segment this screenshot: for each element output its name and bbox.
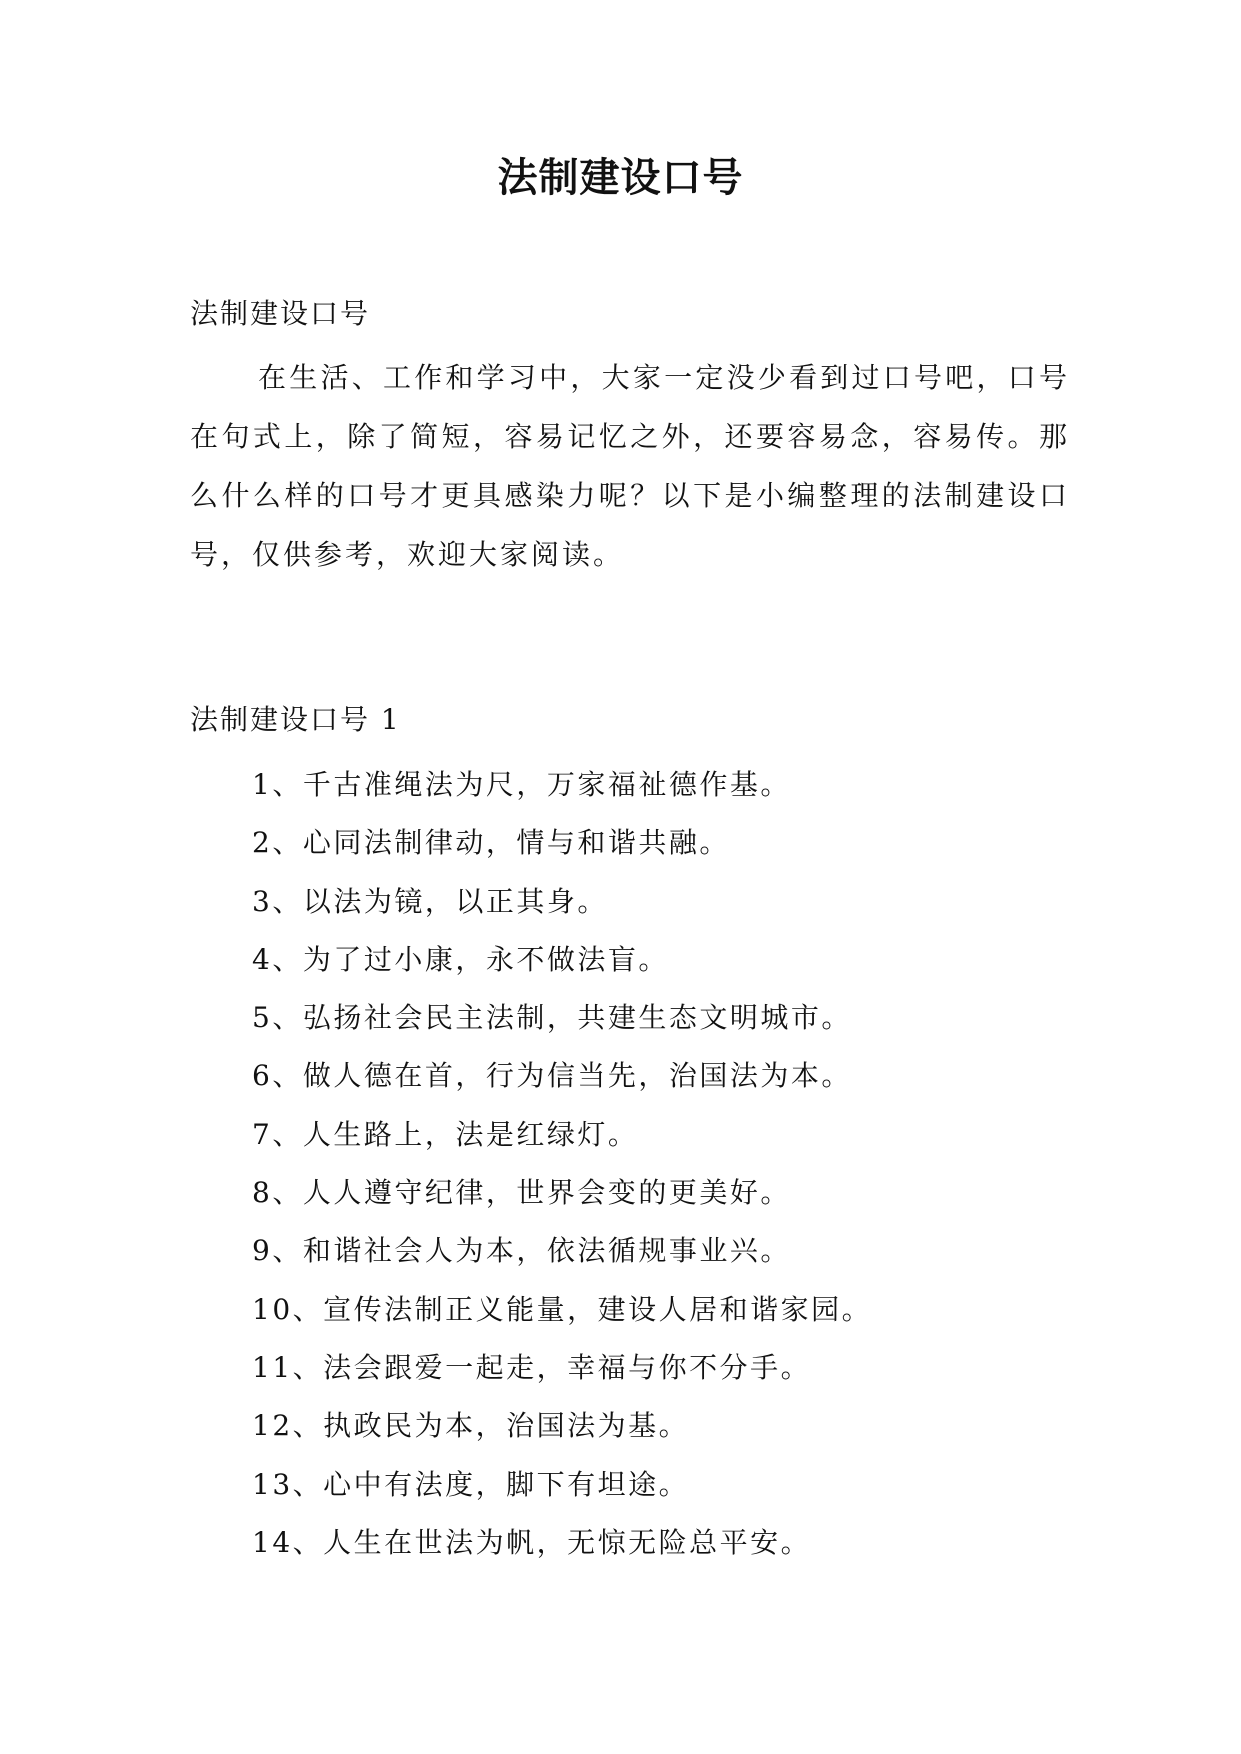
intro-paragraph: 在生活、工作和学习中，大家一定没少看到过口号吧，口号在句式上，除了简短，容易记忆之外，还要容易念，容易传。那么什么样的口号才更具感染力呢？以下是小编整理的法制建设口号，仅供参考，欢迎大家阅读。	[190, 361, 1070, 571]
slogan-item: 5、弘扬社会民主法制，共建生态文明城市。	[252, 1001, 852, 1035]
slogan-item: 2、心同法制律动，情与和谐共融。	[252, 826, 730, 860]
slogan-item: 7、人生路上，法是红绿灯。	[252, 1117, 639, 1151]
slogan-item: 6、做人德在首，行为信当先，治国法为本。	[252, 1059, 852, 1093]
slogan-item: 1、千古准绳法为尺，万家福祉德作基。	[252, 768, 791, 801]
slogan-item: 11、法会跟爱一起走，幸福与你不分手。	[252, 1350, 812, 1384]
slogan-item: 12、执政民为本，治国法为基。	[252, 1409, 690, 1443]
slogan-item: 10、宣传法制正义能量，建设人居和谐家园。	[252, 1292, 873, 1326]
section-heading: 法制建设口号 1	[190, 703, 401, 736]
slogan-item: 14、人生在世法为帆，无惊无险总平安。	[252, 1525, 812, 1559]
document-title: 法制建设口号	[497, 155, 744, 201]
document-subtitle: 法制建设口号	[190, 297, 371, 330]
slogan-item: 9、和谐社会人为本，依法循规事业兴。	[252, 1234, 791, 1268]
slogan-item: 3、以法为镜，以正其身。	[252, 884, 608, 918]
slogan-item: 4、为了过小康，永不做法盲。	[252, 942, 669, 976]
slogan-item: 8、人人遵守纪律，世界会变的更美好。	[252, 1176, 791, 1210]
slogan-item: 13、心中有法度，脚下有坦途。	[252, 1467, 690, 1501]
slogan-list	[252, 756, 872, 1572]
